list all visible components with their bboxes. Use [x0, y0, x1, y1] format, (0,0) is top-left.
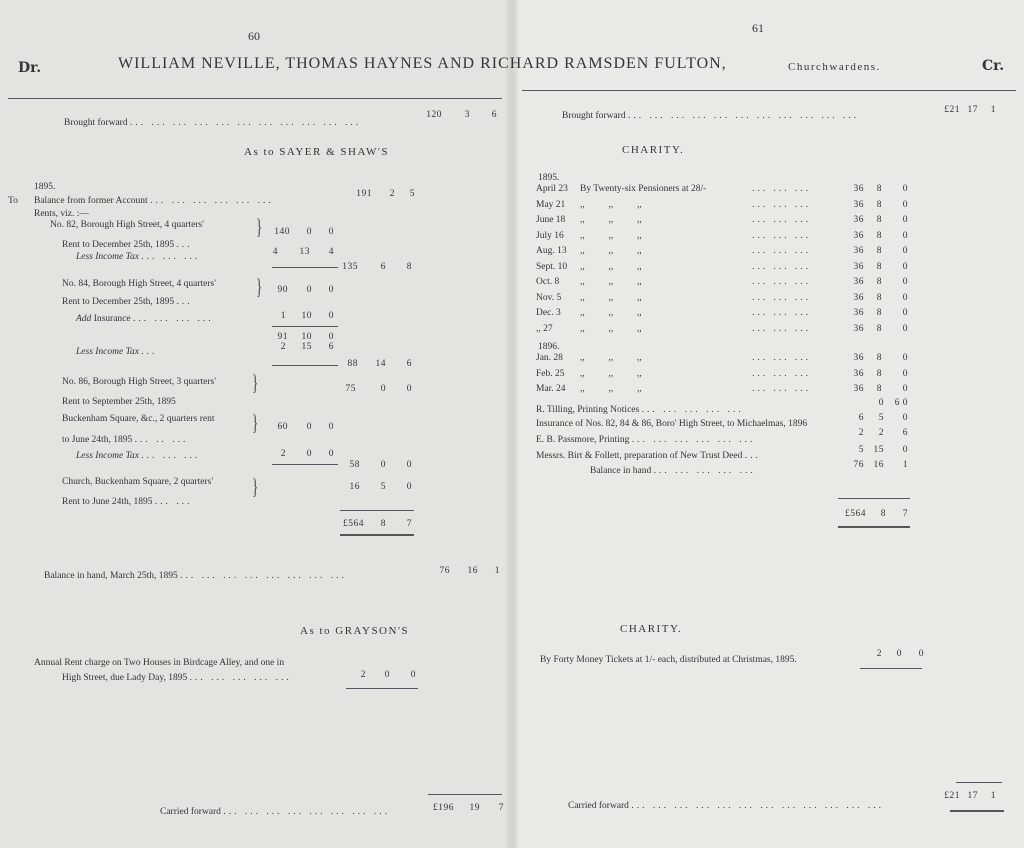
brace: } — [252, 474, 259, 499]
pension-date: May 21 — [536, 199, 566, 210]
pension-shillings: 8 — [876, 199, 882, 210]
sub88-pounds: 88 — [347, 359, 358, 369]
leader-dots: ... ... ... — [752, 292, 812, 303]
passmore-pence: 6 — [902, 428, 908, 438]
double-rule — [340, 534, 414, 536]
charity-heading-2: CHARITY. — [620, 623, 683, 635]
no84-shillings: 0 — [306, 285, 312, 295]
no82-pounds: 140 — [274, 227, 290, 237]
buck-pounds: 60 — [277, 422, 288, 432]
pension-date: April 23 — [536, 184, 568, 194]
sayer-shaw-heading: As to SAYER & SHAW'S — [244, 146, 389, 158]
birt-label: Messrs. Birt & Follett, preparation of New Trust Deed ... — [536, 451, 761, 461]
book-gutter — [506, 0, 518, 848]
lt3-pence: 0 — [328, 449, 334, 459]
subtotal-rule — [272, 326, 338, 327]
pension-shillings: 8 — [876, 246, 882, 256]
ins-shillings: 10 — [301, 311, 312, 321]
balance-former-label: Balance from former Account ... ... ... ... ... ... — [34, 196, 274, 206]
no86-pounds: 75 — [345, 384, 356, 394]
pension-description: ,, ,, ,, — [580, 199, 642, 210]
brace: } — [256, 214, 263, 239]
pension-description: ,, ,, ,, — [580, 215, 642, 225]
leader-dots: ... ... ... — [752, 184, 812, 194]
leader-dots: ... ... ... — [752, 368, 812, 379]
year-1895-left: 1895. — [34, 182, 56, 192]
year-1895-right: 1895. — [538, 173, 560, 183]
carried-forward-right-label: Carried forward ... ... ... ... ... ... ... ... ... ... ... ... — [568, 801, 884, 811]
leader-dots: ... ... ... — [752, 246, 812, 256]
pension-pence: 0 — [902, 215, 908, 225]
leader-dots: ... ... ... — [752, 215, 812, 225]
less-income-tax-1: Less Income Tax ... ... ... — [76, 252, 201, 262]
pension-date: Feb. 25 — [536, 368, 565, 379]
pension-date: Sept. 10 — [536, 261, 568, 272]
pension-date: Oct. 8 — [536, 277, 560, 287]
church-shillings: 5 — [380, 482, 386, 492]
pension-pounds: 36 — [853, 230, 864, 241]
pension-shillings: 8 — [876, 384, 882, 394]
pension-pence: 0 — [902, 261, 908, 272]
leader-dots: ... ... ... — [752, 277, 812, 287]
header-rule-left — [8, 98, 502, 99]
birt-shillings: 15 — [873, 445, 884, 455]
subtotal-rule — [272, 267, 338, 268]
pension-shillings: 8 — [876, 323, 882, 334]
bf-pence: 6 — [491, 110, 497, 120]
pension-pence: 0 — [902, 230, 908, 241]
buck-line1: Buckenham Square, &c., 2 quarters rent — [62, 414, 215, 424]
brought-forward-right-label: Brought forward ... ... ... ... ... ... ... ... ... ... ... — [562, 111, 860, 121]
no86-line2: Rent to September 25th, 1895 — [62, 397, 176, 407]
money-tickets-label: By Forty Money Tickets at 1/- each, distributed at Christmas, 1895. — [540, 655, 797, 665]
tickets-pence: 0 — [918, 649, 924, 659]
pension-pounds: 36 — [853, 368, 864, 379]
no82-line2: Rent to December 25th, 1895 ... — [62, 240, 193, 250]
balance-hand-left-label: Balance in hand, March 25th, 1895 ... ... ... ... ... ... ... ... — [44, 571, 347, 581]
pension-shillings: 8 — [876, 230, 882, 241]
leader-dots: ... ... ... — [752, 323, 812, 334]
pension-pence: 0 — [902, 323, 908, 334]
carried-forward-left-label: Carried forward ... ... ... ... ... ... ... ... — [160, 807, 390, 817]
cf-right-pence: 1 — [990, 791, 996, 801]
pension-shillings: 8 — [876, 215, 882, 225]
sub91-shillings: 10 — [301, 332, 312, 342]
lt2-shillings: 15 — [301, 342, 312, 352]
insurance-shillings: 5 — [878, 413, 884, 423]
bf-right-pence: 1 — [990, 105, 996, 115]
left-total-pounds: £564 — [343, 519, 364, 529]
bh-right-shillings: 16 — [873, 460, 884, 470]
pension-pence: 0 — [902, 292, 908, 303]
pension-pounds: 36 — [853, 323, 864, 334]
leader-dots: ... ... ... — [752, 308, 812, 318]
subtotal-rule — [860, 668, 922, 669]
pension-pounds: 36 — [853, 199, 864, 210]
no86-line1: No. 86, Borough High Street, 3 quarters' — [62, 377, 216, 387]
sub58-pence: 0 — [406, 460, 412, 470]
account-title: WILLIAM NEVILLE, THOMAS HAYNES AND RICHARD RAMSDEN FULTON, — [118, 55, 727, 72]
passmore-pounds: 2 — [858, 428, 864, 438]
charity-heading-1: CHARITY. — [622, 144, 685, 156]
no86-pence: 0 — [406, 384, 412, 394]
cf-left-pence: 7 — [498, 803, 504, 813]
pension-pence: 0 — [902, 184, 908, 194]
year-1896-right: 1896. — [538, 342, 560, 352]
subtotal-rule — [272, 464, 338, 465]
pension-description: ,, ,, ,, — [580, 261, 642, 272]
tilling-pounds: 0 — [878, 398, 884, 408]
sub135-shillings: 6 — [380, 262, 386, 272]
tilling-shillings: 6 — [894, 398, 900, 408]
tickets-shillings: 0 — [896, 649, 902, 659]
pension-date: June 18 — [536, 215, 566, 225]
no82-shillings: 0 — [306, 227, 312, 237]
bf-shillings: 3 — [464, 110, 470, 120]
bh-left-pounds: 76 — [439, 566, 450, 576]
balance-hand-right-label: Balance in hand ... ... ... ... ... — [590, 466, 756, 476]
passmore-shillings: 2 — [878, 428, 884, 438]
buck-pence: 0 — [328, 422, 334, 432]
bf-right-pounds: £21 — [944, 105, 960, 115]
pension-date: July 16 — [536, 230, 564, 241]
left-total-shillings: 8 — [380, 519, 386, 529]
pension-pence: 0 — [902, 246, 908, 256]
insurance-label: Insurance of Nos. 82, 84 & 86, Boro' High Street, to Michaelmas, 1896 — [536, 419, 808, 429]
leader-dots: ... ... ... — [752, 199, 812, 210]
pension-pence: 0 — [902, 277, 908, 287]
pension-pounds: 36 — [853, 246, 864, 256]
lt1-pence: 4 — [328, 247, 334, 257]
right-total-pounds: £564 — [845, 509, 866, 519]
bf-pounds: 120 — [426, 110, 442, 120]
debit-marker: Dr. — [18, 60, 42, 76]
pension-pence: 0 — [902, 308, 908, 318]
bh-left-shillings: 16 — [467, 566, 478, 576]
lt3-pounds: 2 — [280, 449, 286, 459]
pension-pence: 0 — [902, 199, 908, 210]
cf-right-shillings: 17 — [967, 791, 978, 801]
rents-viz: Rents, viz. :— — [34, 209, 89, 219]
ins-pounds: 1 — [280, 311, 286, 321]
page-number-left: 60 — [248, 29, 260, 43]
brought-forward-label: Brought forward ... ... ... ... ... ... ... ... ... ... ... — [64, 118, 362, 128]
insurance-pence: 0 — [902, 413, 908, 423]
annual-rent-line2: High Street, due Lady Day, 1895 ... ... ... ... ... — [62, 673, 292, 683]
leader-dots: ... ... ... — [752, 230, 812, 241]
bf-right-shillings: 17 — [967, 105, 978, 115]
no84-pence: 0 — [328, 285, 334, 295]
tilling-pence: 0 — [902, 398, 908, 408]
pension-shillings: 8 — [876, 353, 882, 363]
pension-description: ,, ,, ,, — [580, 308, 642, 318]
cf-left-pounds: £196 — [433, 803, 454, 813]
pension-description: ,, ,, ,, — [580, 353, 642, 363]
pension-shillings: 8 — [876, 261, 882, 272]
total-rule — [340, 510, 414, 511]
pension-date: Jan. 28 — [536, 353, 563, 363]
brace: } — [256, 274, 263, 299]
pension-pence: 0 — [902, 384, 908, 394]
sub91-pounds: 91 — [277, 332, 288, 342]
leader-dots: ... ... ... — [752, 353, 812, 363]
less-income-tax-2: Less Income Tax ... — [76, 347, 158, 357]
sub58-shillings: 0 — [380, 460, 386, 470]
carried-rule — [428, 794, 502, 795]
pension-description: By Twenty-six Pensioners at 28/- — [580, 184, 707, 194]
pension-date: Aug. 13 — [536, 246, 567, 256]
no82-pence: 0 — [328, 227, 334, 237]
church-pounds: 16 — [349, 482, 360, 492]
pension-date: Nov. 5 — [536, 292, 562, 303]
add-insurance-label: Add Insurance ... ... ... ... — [76, 314, 214, 324]
pension-pounds: 36 — [853, 277, 864, 287]
pension-description: ,, ,, ,, — [580, 230, 642, 241]
bfa-pence: 5 — [409, 189, 415, 199]
sub88-shillings: 14 — [375, 359, 386, 369]
no82-line1: No. 82, Borough High Street, 4 quarters' — [50, 220, 204, 230]
birt-pence: 0 — [902, 445, 908, 455]
pension-pounds: 36 — [853, 353, 864, 363]
buck-line2: to June 24th, 1895 ... .. ... — [62, 435, 189, 445]
tilling-label: R. Tilling, Printing Notices ... ... ... ... ... — [536, 405, 744, 415]
no86-shillings: 0 — [380, 384, 386, 394]
sub135-pounds: 135 — [342, 262, 358, 272]
bh-left-pence: 1 — [494, 566, 500, 576]
pension-pounds: 36 — [853, 184, 864, 194]
lt1-pounds: 4 — [272, 247, 278, 257]
birt-pounds: 5 — [858, 445, 864, 455]
no84-pounds: 90 — [277, 285, 288, 295]
church-line1: Church, Buckenham Square, 2 quarters' — [62, 477, 214, 487]
bh-right-pence: 1 — [902, 460, 908, 470]
subtotal-rule — [272, 365, 338, 366]
pension-description: ,, ,, ,, — [580, 323, 642, 334]
annual-shillings: 0 — [384, 670, 390, 680]
pension-shillings: 8 — [876, 277, 882, 287]
credit-marker: Cr. — [982, 58, 1005, 74]
bfa-pounds: 191 — [356, 189, 372, 199]
buck-shillings: 0 — [306, 422, 312, 432]
pension-shillings: 8 — [876, 308, 882, 318]
cf-left-shillings: 19 — [469, 803, 480, 813]
annual-pounds: 2 — [360, 670, 366, 680]
church-line2: Rent to June 24th, 1895 ... ... — [62, 497, 193, 507]
header-rule-right — [522, 90, 1016, 91]
pension-date: Dec. 3 — [536, 308, 561, 318]
pension-description: ,, ,, ,, — [580, 292, 642, 303]
sub58-pounds: 58 — [349, 460, 360, 470]
leader-dots: ... ... ... — [752, 384, 812, 394]
pension-pounds: 36 — [853, 292, 864, 303]
lt1-shillings: 13 — [299, 247, 310, 257]
lt2-pounds: 2 — [280, 342, 286, 352]
total-rule — [838, 498, 910, 499]
bfa-shillings: 2 — [389, 189, 395, 199]
tickets-pounds: 2 — [876, 649, 882, 659]
pension-pence: 0 — [902, 368, 908, 379]
carried-rule — [956, 782, 1002, 783]
pension-description: ,, ,, ,, — [580, 277, 642, 287]
pension-pounds: 36 — [853, 215, 864, 225]
left-total-pence: 7 — [406, 519, 412, 529]
pension-shillings: 8 — [876, 368, 882, 379]
passmore-label: E. B. Passmore, Printing ... ... ... ... ... ... — [536, 435, 756, 445]
insurance-pounds: 6 — [858, 413, 864, 423]
grayson-heading: As to GRAYSON'S — [300, 625, 410, 637]
lt3-shillings: 0 — [306, 449, 312, 459]
no84-line2: Rent to December 25th, 1895 ... — [62, 297, 193, 307]
pension-pounds: 36 — [853, 308, 864, 318]
brace: } — [252, 370, 259, 395]
ins-pence: 0 — [328, 311, 334, 321]
lt2-pence: 6 — [328, 342, 334, 352]
pension-description: ,, ,, ,, — [580, 384, 642, 394]
pension-pence: 0 — [902, 353, 908, 363]
annual-rent-line1: Annual Rent charge on Two Houses in Birdcage Alley, and one in — [34, 658, 285, 668]
leader-dots: ... ... ... — [752, 261, 812, 272]
pension-description: ,, ,, ,, — [580, 246, 642, 256]
annual-pence: 0 — [410, 670, 416, 680]
church-pence: 0 — [406, 482, 412, 492]
pension-description: ,, ,, ,, — [580, 368, 642, 379]
right-total-pence: 7 — [902, 509, 908, 519]
pension-date: Mar. 24 — [536, 384, 566, 394]
double-rule — [838, 526, 910, 528]
right-total-shillings: 8 — [880, 509, 886, 519]
pension-date: ,, 27 — [536, 323, 553, 334]
sub135-pence: 8 — [406, 262, 412, 272]
pension-shillings: 8 — [876, 184, 882, 194]
to-label: To — [8, 196, 18, 206]
pension-shillings: 8 — [876, 292, 882, 303]
sub91-pence: 0 — [328, 332, 334, 342]
brace: } — [252, 410, 259, 435]
cf-right-pounds: £21 — [944, 791, 960, 801]
sub88-pence: 6 — [406, 359, 412, 369]
less-income-tax-3: Less Income Tax ... ... ... — [76, 451, 201, 461]
double-rule — [950, 810, 1004, 812]
subtotal-rule — [346, 688, 418, 689]
bh-right-pounds: 76 — [853, 460, 864, 470]
pension-pounds: 36 — [853, 384, 864, 394]
no84-line1: No. 84, Borough High Street, 4 quarters' — [62, 279, 216, 289]
page-number-right: 61 — [752, 21, 764, 35]
pension-pounds: 36 — [853, 261, 864, 272]
churchwardens-label: Churchwardens. — [788, 61, 881, 73]
